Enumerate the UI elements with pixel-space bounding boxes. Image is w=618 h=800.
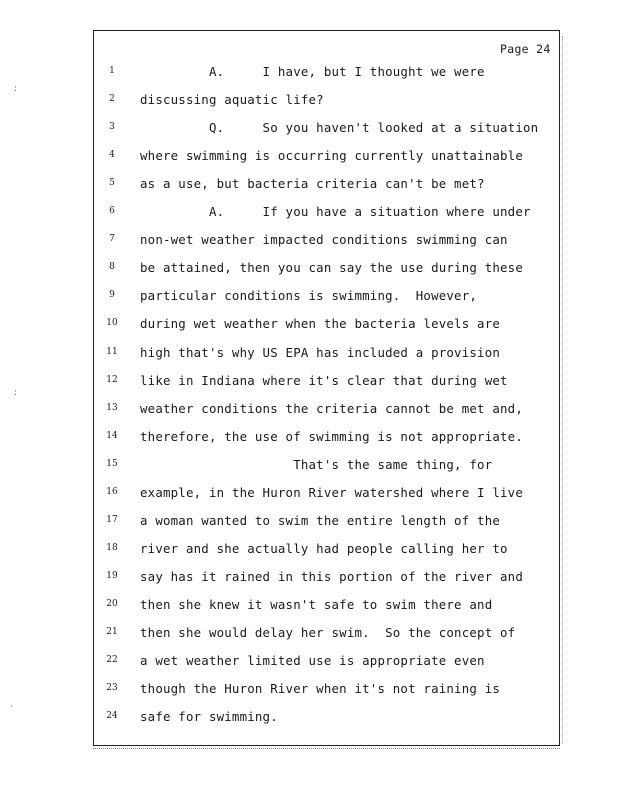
line-text: That's the same thing, for [140,456,493,472]
line-text: say has it rained in this portion of the river and [140,568,523,584]
line-number: 14 [106,430,118,441]
line-number: 6 [109,206,115,217]
line-text: high that's why US EPA has included a provision [140,344,501,360]
scan-edge-artifact [562,36,565,744]
line-text: a woman wanted to swim the entire length of the [140,512,501,528]
page-number: Page 24 [500,42,551,56]
line-number: 9 [109,290,115,301]
line-text: safe for swimming. [140,709,278,725]
scan-speck: · [10,702,13,712]
line-number: 11 [106,346,118,357]
line-number: 4 [109,150,115,161]
line-number: 17 [106,514,118,525]
line-text: therefore, the use of swimming is not appropriate. [140,428,523,444]
line-number: 22 [106,655,118,666]
line-text: A. I have, but I thought we were [140,64,485,79]
line-text: river and she actually had people calling her to [140,540,508,556]
line-number: 24 [106,711,118,722]
line-text: particular conditions is swimming. However, [140,288,478,304]
line-number: 13 [106,402,118,413]
line-number: 12 [106,374,118,385]
line-number: 15 [106,458,118,469]
line-number: 23 [106,683,118,694]
line-text: where swimming is occurring currently unattainable [140,148,523,164]
scan-speck: : [14,84,18,94]
line-text: though the Huron River when it's not raining is [140,681,501,697]
line-number: 7 [109,234,115,245]
line-number: 19 [106,570,118,581]
line-text: weather conditions the criteria cannot be met and, [140,400,523,416]
line-number: 8 [109,262,115,273]
line-text: Q. So you haven't looked at a situation [140,120,539,136]
line-number: 5 [109,178,115,189]
line-number: 2 [109,94,115,105]
line-text: example, in the Huron River watershed where I live [140,484,523,500]
page-bottom-rule [93,748,560,749]
line-number: 20 [106,598,118,609]
line-text: be attained, then you can say the use during these [140,260,523,276]
scan-speck: : [14,388,18,398]
line-number: 21 [106,627,118,637]
line-text: like in Indiana where it's clear that during wet [140,372,508,388]
line-text: as a use, but bacteria criteria can't be met? [140,176,485,192]
line-text: then she would delay her swim. So the concept of [140,625,516,640]
line-number: 1 [109,66,115,76]
line-number: 3 [109,122,115,133]
line-number: 10 [106,318,118,329]
line-text: A. If you have a situation where under [140,204,531,220]
line-text: non-wet weather impacted conditions swimming can [140,232,508,248]
line-number: 16 [106,486,118,497]
line-number: 18 [106,542,118,553]
line-text: then she knew it wasn't safe to swim there and [140,596,493,612]
line-text: during wet weather when the bacteria levels are [140,316,501,332]
line-text: a wet weather limited use is appropriate even [140,653,485,669]
line-text: discussing aquatic life? [140,92,324,108]
